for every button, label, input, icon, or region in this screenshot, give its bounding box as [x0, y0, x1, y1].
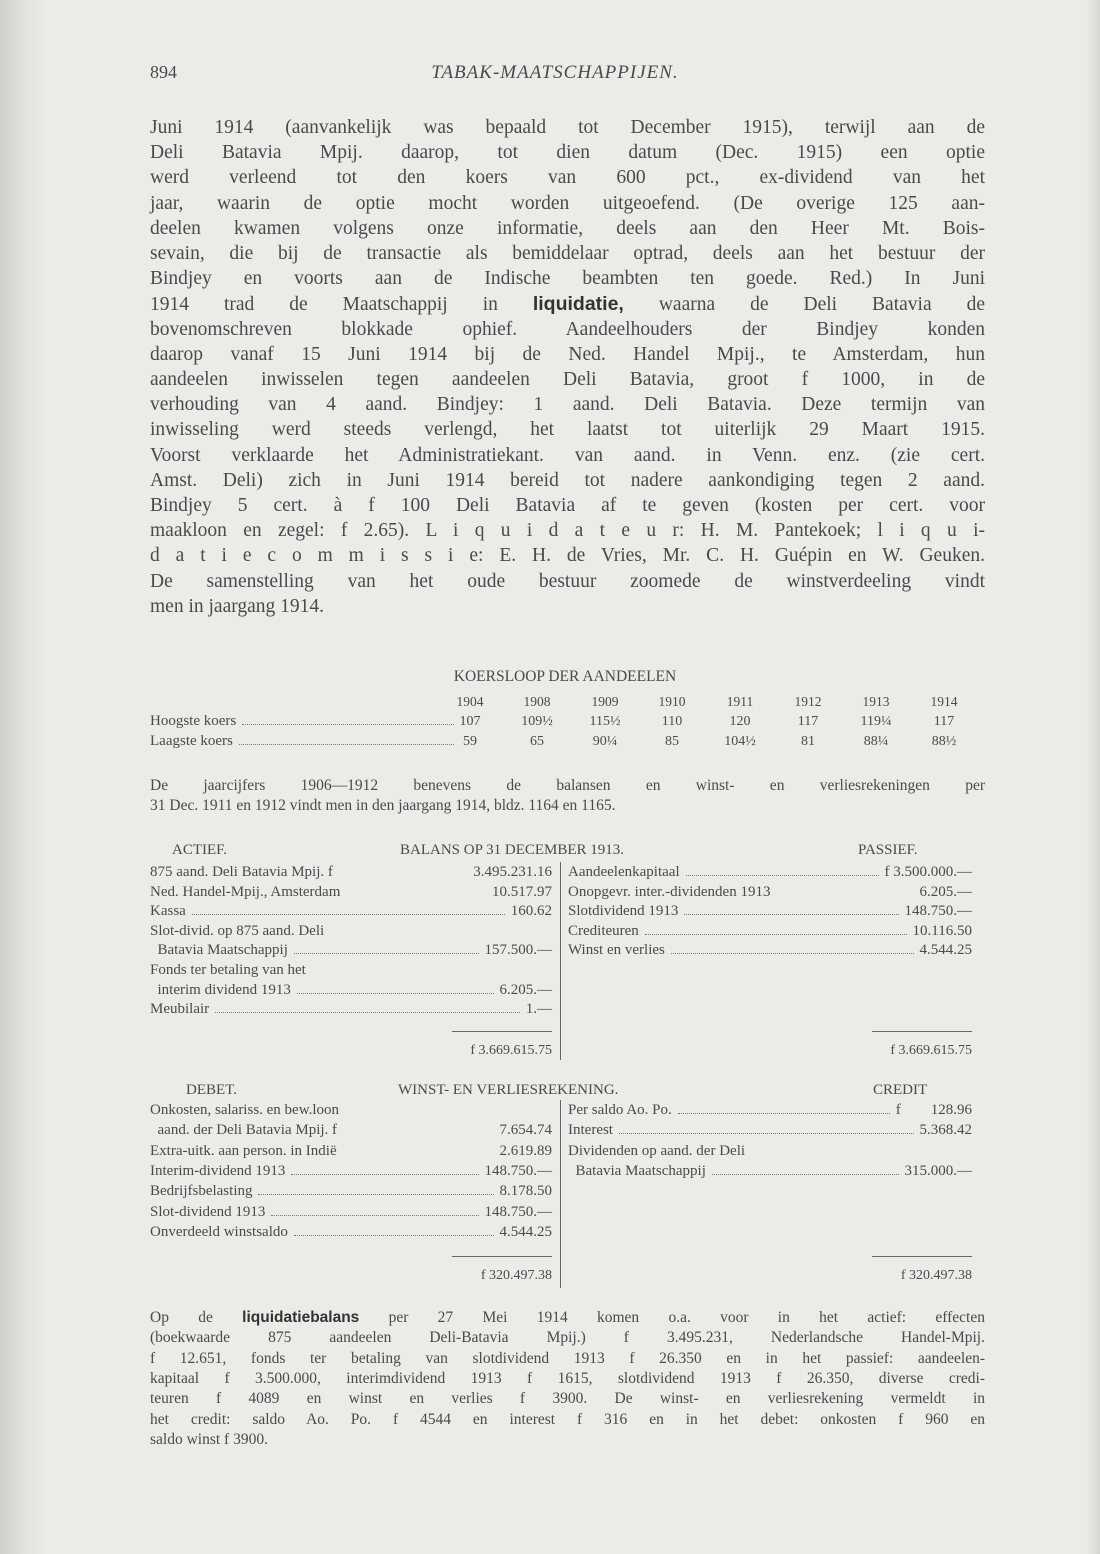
column-divider	[560, 862, 561, 1060]
text-line: saldo winst f 3900.	[150, 1430, 268, 1448]
ledger-amount: 4.544.25	[919, 942, 972, 959]
text-line: Amst. Deli) zich in Juni 1914 bereid tot nadere aankondiging tegen 2 aand.	[150, 469, 985, 491]
ledger-amount: f 3.500.000.—	[884, 864, 972, 880]
ledger-row	[150, 1163, 552, 1180]
winst-debet-heading: DEBET.	[186, 1082, 237, 1098]
text-line: (boekwaarde 875 aandeelen Deli-Batavia Mpij.) f 3.495.231, Nederlandsche Handel-Mpij.	[150, 1329, 985, 1347]
koers-value: 59	[463, 734, 477, 749]
koers-value: 120	[729, 714, 751, 729]
ledger-label: Crediteuren	[568, 922, 639, 939]
text-line: teuren f 4089 en winst en verlies f 3900. De winst- en verliesrekening vermeldt in	[150, 1390, 985, 1408]
ledger-total: f 3.669.615.75	[470, 1043, 552, 1058]
ledger-amount: f 128.96	[895, 1102, 972, 1118]
dot-leader	[297, 993, 494, 994]
ledger-row	[150, 884, 552, 901]
ledger-label: Batavia Maatschappij	[568, 1162, 706, 1179]
ledger-label: aand. der Deli Batavia Mpij. f	[150, 1122, 338, 1139]
dot-leader	[619, 1133, 914, 1134]
koers-value: 88½	[931, 734, 957, 749]
text-line: men in jaargang 1914.	[150, 595, 325, 617]
balans-title: BALANS OP 31 DECEMBER 1913.	[400, 842, 625, 858]
ledger-row	[568, 864, 972, 881]
text-line: bovenomschreven blokkade ophief. Aandeelhouders der Bindjey konden	[150, 318, 985, 340]
koers-value: 119¼	[860, 714, 892, 729]
year-header: 1914	[930, 694, 958, 709]
ledger-label: Onopgevr. inter.-dividenden 1913	[568, 883, 771, 900]
ledger-row	[150, 923, 552, 940]
dot-leader	[271, 1215, 478, 1216]
ledger-label: interim dividend 1913	[150, 981, 291, 998]
ledger-row	[150, 864, 552, 881]
dot-leader	[291, 1174, 478, 1175]
ledger-label: Bedrijfsbelasting	[150, 1183, 253, 1200]
koers-value: 85	[665, 734, 679, 749]
ledger-row	[150, 1102, 552, 1119]
text-segment: Op de	[150, 1309, 243, 1326]
ledger-row	[568, 1122, 972, 1139]
ledger-row	[150, 962, 552, 979]
dot-leader	[686, 875, 879, 876]
text-line: het credit: saldo Ao. Po. f 4544 en interest f 316 en in het debet: onkosten f 960 en	[150, 1410, 985, 1428]
year-header: 1909	[591, 694, 619, 709]
total-rule	[452, 1031, 552, 1032]
text-line: Deli Batavia Mpij. daarop, tot dien datum (Dec. 1915) een optie	[150, 142, 985, 164]
ledger-label: Onkosten, salariss. en bew.loon	[150, 1102, 339, 1118]
dot-leader	[294, 953, 479, 954]
text-line: deelen kwamen volgens onze informatie, deels aan den Heer Mt. Bois-	[150, 217, 985, 239]
koers-value: 104½	[724, 734, 756, 749]
running-title: TABAK-MAATSCHAPPIJEN.	[431, 62, 679, 83]
year-header: 1908	[523, 694, 551, 709]
ledger-amount: 315.000.—	[904, 1162, 972, 1179]
ledger-label: Onverdeeld winstsaldo	[150, 1223, 288, 1240]
ledger-total: f 320.497.38	[480, 1268, 552, 1283]
ledger-label: Interest	[568, 1122, 613, 1139]
balans-passief-heading: PASSIEF.	[858, 842, 918, 858]
total-rule	[872, 1031, 972, 1032]
dot-leader	[239, 744, 454, 745]
ledger-amount: 5.368.42	[919, 1122, 972, 1139]
dot-leader	[258, 1194, 493, 1195]
ledger-amount: 148.750.—	[904, 903, 972, 920]
text-line: Voorst verklaarde het Administratiekant. van aand. in Venn. enz. (zie cert.	[150, 444, 985, 466]
koers-value: 90¼	[592, 734, 618, 749]
ledger-row	[150, 903, 552, 920]
koers-value: 117	[797, 714, 819, 729]
ledger-amount: 10.116.50	[912, 922, 972, 939]
year-header: 1911	[726, 694, 754, 709]
ledger-row	[150, 942, 552, 959]
ledger-label: Slot-divid. op 875 aand. Deli	[150, 922, 325, 939]
text-line: sevain, die bij de transactie als bemiddelaar optrad, deels aan het bestuur der	[150, 243, 985, 264]
ledger-amount: 3.495.231.16	[473, 864, 552, 880]
ledger-amount: 1.—	[525, 1001, 552, 1018]
balans-actief-heading: ACTIEF.	[172, 842, 228, 858]
total-rule	[452, 1256, 552, 1257]
text-line: aandeelen inwisselen tegen aandeelen Deli Batavia, groot f 1000, in de	[150, 369, 985, 390]
ledger-label: Aandeelenkapitaal	[568, 864, 680, 880]
row-label: Laagste koers	[150, 733, 233, 749]
text-line: f 12.651, fonds ter betaling van slotdividend 1913 f 26.350 en in het passief: aandeelen-	[150, 1349, 985, 1367]
ledger-amount: 148.750.—	[484, 1203, 552, 1220]
ledger-amount: 8.178.50	[499, 1183, 552, 1200]
ledger-label: Extra-uitk. aan person. in Indië	[150, 1142, 337, 1159]
text-line: verhouding van 4 aand. Bindjey: 1 aand. Deli Batavia. Deze termijn van	[150, 394, 985, 416]
ledger-label: Interim-dividend 1913	[150, 1162, 286, 1179]
dot-leader	[671, 953, 914, 954]
ledger-amount: 10.517.97	[492, 883, 552, 900]
ledger-row	[568, 903, 972, 920]
dot-leader	[678, 1113, 890, 1114]
ledger-label: Dividenden op aand. der Deli	[568, 1142, 746, 1159]
year-header: 1910	[658, 694, 686, 709]
koers-value: 115½	[589, 714, 621, 729]
ledger-amount: 148.750.—	[484, 1162, 552, 1179]
dot-leader	[242, 724, 454, 725]
ledger-row	[568, 923, 972, 940]
ledger-amount: 2.619.89	[499, 1142, 552, 1159]
scan-edge-shadow-right	[1086, 0, 1100, 1554]
ledger-row	[150, 1204, 552, 1221]
winst-credit-heading: CREDIT	[873, 1082, 928, 1098]
ledger-label: Kassa	[150, 903, 186, 920]
dot-leader	[294, 1235, 494, 1236]
ledger-label: Winst en verlies	[568, 942, 665, 959]
text-segment: 1914 trad de Maatschappij in	[150, 294, 533, 316]
ledger-row	[568, 1163, 972, 1180]
koers-value: 81	[801, 734, 815, 749]
ledger-label: Per saldo Ao. Po.	[568, 1102, 672, 1118]
ledger-row	[150, 1143, 552, 1160]
text-line: De samenstelling van het oude bestuur zoomede de winstverdeeling vindt	[150, 570, 985, 592]
bold-keyword: liquidatiebalans	[242, 1309, 360, 1326]
text-segment: waarna de Deli Batavia de	[623, 294, 985, 316]
dot-leader	[215, 1012, 520, 1013]
column-divider	[560, 1100, 561, 1288]
ledger-label: Slot-dividend 1913	[150, 1203, 266, 1220]
ledger-row	[568, 942, 972, 959]
koersloop-title: KOERSLOOP DER AANDEELEN	[453, 668, 677, 685]
year-header: 1913	[862, 694, 890, 709]
koers-value: 88¼	[863, 734, 889, 749]
text-line: Juni 1914 (aanvankelijk was bepaald tot December 1915), terwijl aan de	[150, 117, 985, 138]
year-header: 1912	[794, 694, 822, 709]
ledger-amount: 4.544.25	[499, 1223, 552, 1240]
ledger-row	[568, 1143, 972, 1160]
text-line: kapitaal f 3.500.000, interimdividend 1913 f 1615, slotdividend 1913 f 26.350, diverse credi-	[150, 1369, 985, 1387]
koers-row	[150, 733, 460, 750]
row-label: Hoogste koers	[150, 713, 237, 729]
text-line: 31 Dec. 1911 en 1912 vindt men in den jaargang 1914, bldz. 1164 en 1165.	[150, 797, 616, 814]
text-line: werd verleend tot den koers van 600 pct., ex-dividend van het	[150, 167, 985, 189]
koers-value: 107	[459, 714, 481, 729]
ledger-label: 875 aand. Deli Batavia Mpij. f	[150, 864, 333, 880]
year-header: 1904	[456, 694, 484, 709]
text-line	[150, 1309, 985, 1327]
text-line	[150, 293, 985, 316]
ledger-label: Meubilair	[150, 1001, 210, 1018]
dot-leader	[684, 914, 898, 915]
ledger-amount: 6.205.—	[499, 981, 552, 998]
dot-leader	[645, 934, 907, 935]
total-rule	[872, 1256, 972, 1257]
ledger-amount: 157.500.—	[484, 942, 552, 959]
text-line: d a t i e c o m m i s s i e: E. H. de Vries, Mr. C. H. Guépin en W. Geuken.	[150, 545, 985, 567]
ledger-total: f 3.669.615.75	[890, 1043, 972, 1058]
ledger-row	[568, 884, 972, 901]
ledger-label: Ned. Handel-Mpij., Amsterdam	[150, 883, 341, 900]
text-line: daarop vanaf 15 Juni 1914 bij de Ned. Handel Mpij., te Amsterdam, hun	[150, 343, 985, 365]
bold-keyword: liquidatie,	[532, 293, 624, 316]
ledger-row	[150, 982, 552, 999]
text-line: inwisseling werd steeds verlengd, het laatst tot uiterlijk 29 Maart 1915.	[150, 419, 985, 441]
text-line: maakloon en zegel: f 2.65). L i q u i d a t e u r: H. M. Pantekoek; l i q u i-	[150, 520, 985, 542]
ledger-label: Fonds ter betaling van het	[150, 962, 306, 978]
ledger-row	[150, 1001, 552, 1018]
text-line: De jaarcijfers 1906—1912 benevens de balansen en winst- en verliesrekeningen per	[150, 777, 985, 794]
text-segment: per 27 Mei 1914 komen o.a. voor in het actief: effecten	[359, 1309, 985, 1326]
koers-value: 109½	[521, 714, 553, 729]
ledger-row	[150, 1183, 552, 1200]
text-line: Bindjey en voorts aan de Indische beambten ten goede. Red.) In Juni	[150, 268, 985, 290]
ledger-total: f 320.497.38	[900, 1268, 972, 1283]
ledger-amount: 7.654.74	[499, 1122, 552, 1139]
page-number: 894	[150, 62, 177, 82]
dot-leader	[712, 1174, 899, 1175]
koers-row	[150, 713, 460, 730]
scan-edge-shadow	[0, 0, 48, 1554]
dot-leader	[192, 914, 505, 915]
ledger-label: Batavia Maatschappij	[150, 942, 288, 959]
ledger-row	[150, 1224, 552, 1241]
koers-value: 117	[933, 714, 955, 729]
ledger-amount: 160.62	[510, 903, 552, 920]
ledger-label: Slotdividend 1913	[568, 903, 679, 920]
winst-title: WINST- EN VERLIESREKENING.	[398, 1082, 619, 1098]
koers-value: 65	[530, 734, 544, 749]
text-line: Bindjey 5 cert. à f 100 Deli Batavia af te geven (kosten per cert. voor	[150, 495, 985, 516]
ledger-row	[568, 1102, 972, 1119]
text-line: jaar, waarin de optie mocht worden uitgeoefend. (De overige 125 aan-	[150, 192, 985, 214]
ledger-amount: 6.205.—	[919, 883, 972, 900]
ledger-row	[150, 1122, 552, 1139]
koers-value: 110	[661, 714, 683, 729]
